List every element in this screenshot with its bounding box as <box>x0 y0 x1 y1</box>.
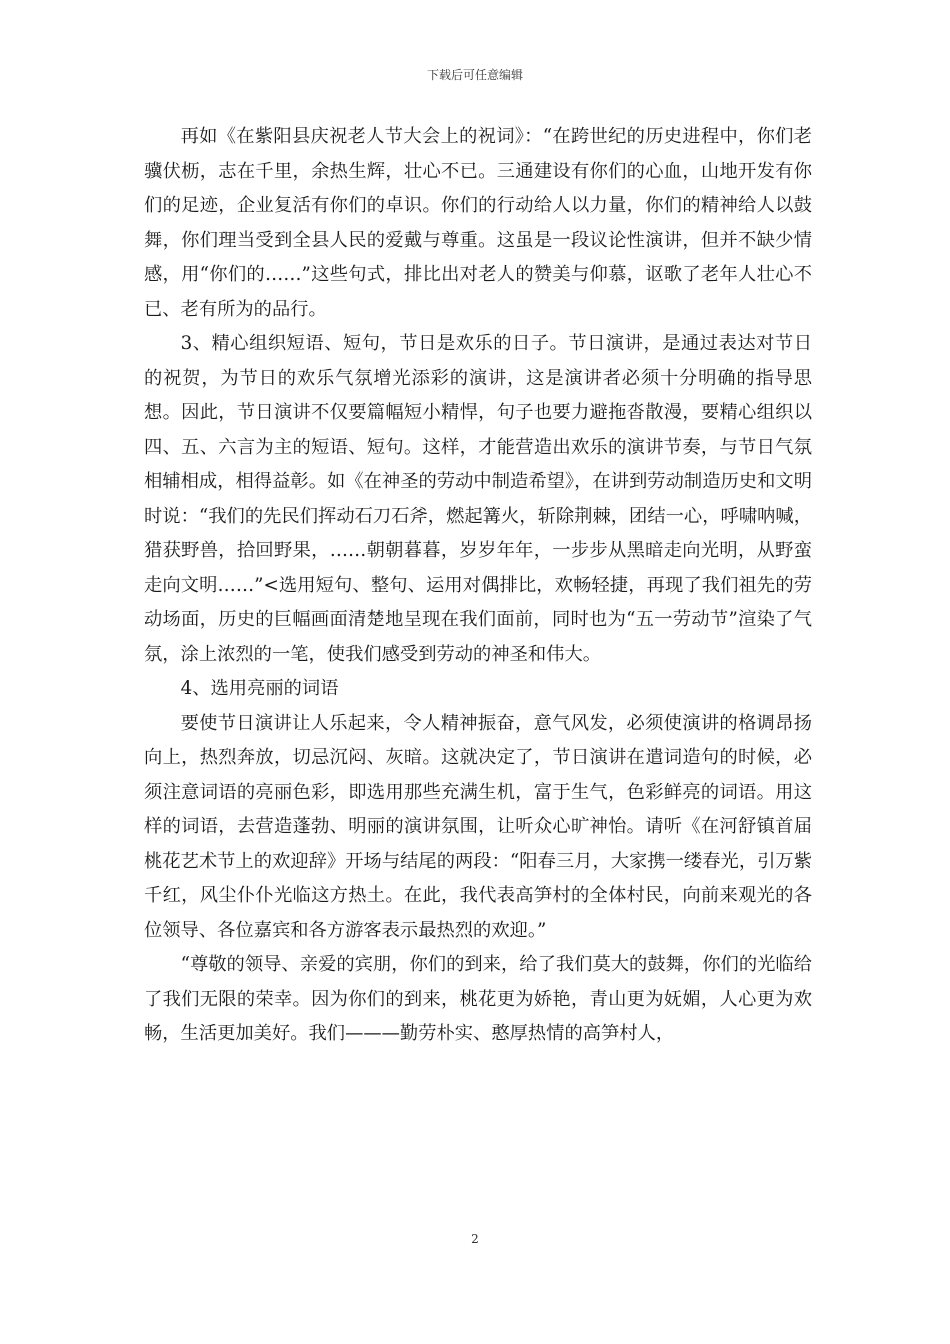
document-body <box>144 120 812 1052</box>
paragraph-welcome-speech: “尊敬的领导、亲爱的宾朋，你们的到来，给了我们莫大的鼓舞，你们的光临给了我们无限的荣幸。因为你们的到来，桃花更为娇艳，青山更为妩媚，人心更为欢畅，生活更加美好。我们———勤劳朴实、憨厚热情的高笋村人， <box>144 954 812 1044</box>
paragraph-quote-elderly-festival: 再如《在紫阳县庆祝老人节大会上的祝词》：“在跨世纪的历史进程中，你们老骥伏枥，志在千里，余热生辉，壮心不已。三通建设有你们的心血，山地开发有你们的足迹，企业复活有你们的卓识。你们的行动给人以力量，你们的精神给人以鼓舞，你们理当受到全县人民的爱戴与尊重。这虽是一段议论性演讲，但并不缺少情感，用“你们的……”这些句式，排比出对老人的赞美与仰慕，讴歌了老年人壮心不已、老有所为的品行。 <box>144 126 812 320</box>
page-header: 下载后可任意编辑 <box>426 68 523 82</box>
paragraph-short-phrases: 3、精心组织短语、短句，节日是欢乐的日子。节日演讲，是通过表达对节日的祝贺，为节日的欢乐气氛增光添彩的演讲，这是演讲者必须十分明确的指导思想。因此，节日演讲不仅要篇幅短小精悍，句子也要力避拖沓散漫，要精心组织以四、五、六言为主的短语、短句。这样，才能营造出欢乐的演讲节奏，与节日气氛相辅相成，相得益彰。如《在神圣的劳动中制造希望》，在讲到劳动制造历史和文明时说：“我们的先民们挥动石刀石斧，燃起篝火，斩除荆棘，团结一心，呼啸呐喊，猎获野兽，拾回野果，……朝朝暮暮，岁岁年年，一步步从黑暗走向光明，从野蛮走向文明……”<选用短句、整句、运用对偶排比，欢畅轻捷，再现了我们祖先的劳动场面，历史的巨幅画面清楚地呈现在我们面前，同时也为“五一劳动节”渲染了气氛，涂上浓烈的一笔，使我们感受到劳动的神圣和伟大。 <box>144 333 812 665</box>
paragraph-bright-words: 要使节日演讲让人乐起来，令人精神振奋，意气风发，必须使演讲的格调昂扬向上，热烈奔放，切忌沉闷、灰暗。这就决定了，节日演讲在遣词造句的时候，必须注意词语的亮丽色彩，即选用那些充满生机，富于生气，色彩鲜亮的词语。用这样的词语，去营造蓬勃、明丽的演讲氛围，让听众心旷神怡。请听《在河舒镇首届桃花艺术节上的欢迎辞》开场与结尾的两段：“阳春三月，大家携一缕春光，引万紫千红，风尘仆仆光临这方热土。在此，我代表高笋村的全体村民，向前来观光的各位领导、各位嘉宾和各方游客表示最热烈的欢迎。” <box>144 712 812 941</box>
page-number: 2 <box>471 1232 479 1246</box>
section-heading-bright-words: 4、选用亮丽的词语 <box>180 678 339 699</box>
